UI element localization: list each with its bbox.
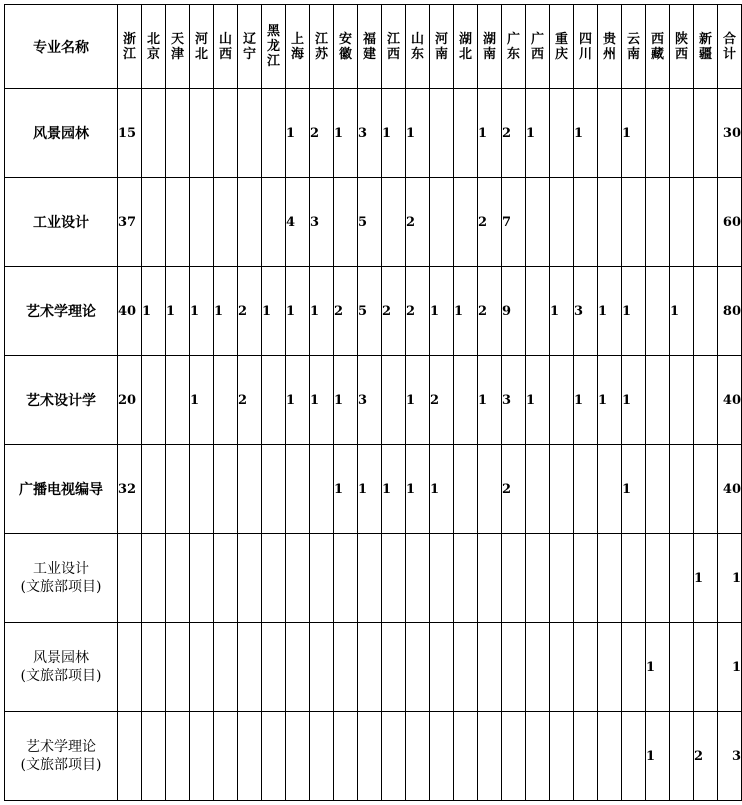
total-cell: 60 [718,178,742,267]
quota-cell [262,534,286,623]
major-name: 工业设计 [33,215,89,231]
table-row [5,623,742,712]
quota-cell [238,623,262,712]
quota-cell [142,445,166,534]
province-header [238,5,262,89]
quota-cell: 2 [430,356,454,445]
quota-cell [406,623,430,712]
quota-cell [502,534,526,623]
province-header-label: 云南 [626,31,640,62]
quota-cell: 1 [190,267,214,356]
province-header-label: 山西 [218,31,232,62]
province-header [166,5,190,89]
major-name: 风景园林 [33,126,89,142]
quota-cell [286,534,310,623]
quota-cell [190,89,214,178]
quota-cell [430,623,454,712]
province-header-label: 四川 [578,31,592,62]
quota-cell: 1 [526,89,550,178]
quota-cell [238,178,262,267]
quota-cell [598,623,622,712]
quota-cell [430,712,454,801]
quota-cell: 1 [550,267,574,356]
quota-cell: 2 [406,178,430,267]
quota-cell: 1 [406,356,430,445]
quota-cell [406,534,430,623]
quota-cell [550,445,574,534]
quota-cell: 1 [622,267,646,356]
total-cell: 80 [718,267,742,356]
quota-cell [574,712,598,801]
quota-cell [190,534,214,623]
quota-cell [190,445,214,534]
quota-cell [406,712,430,801]
province-header [430,5,454,89]
quota-cell: 1 [286,89,310,178]
province-header-label: 重庆 [554,31,568,62]
quota-cell [550,712,574,801]
province-header [118,5,142,89]
quota-cell: 2 [502,445,526,534]
total-header-label: 合计 [722,31,736,62]
quota-cell [670,89,694,178]
major-name: 艺术学理论 [26,739,96,755]
quota-cell [358,534,382,623]
quota-cell [454,89,478,178]
quota-cell [166,356,190,445]
quota-cell [262,445,286,534]
province-header [622,5,646,89]
province-header-label: 湖北 [458,31,472,62]
quota-cell [526,267,550,356]
quota-cell [694,356,718,445]
province-header [406,5,430,89]
province-header-label: 江苏 [314,31,328,62]
province-header [550,5,574,89]
quota-cell [694,89,718,178]
quota-cell: 1 [358,445,382,534]
province-header-label: 浙江 [122,31,136,62]
quota-cell: 1 [334,89,358,178]
table-row [5,178,742,267]
quota-cell: 1 [478,89,502,178]
major-name-cell [5,178,118,267]
quota-cell [358,712,382,801]
quota-cell [190,623,214,712]
province-header-label: 辽宁 [242,31,256,62]
quota-cell: 1 [454,267,478,356]
quota-cell: 2 [478,267,502,356]
quota-cell [430,89,454,178]
quota-cell [526,534,550,623]
quota-cell: 2 [478,178,502,267]
quota-cell [646,356,670,445]
quota-cell [310,534,334,623]
quota-cell [646,534,670,623]
province-header [382,5,406,89]
table-row [5,534,742,623]
quota-cell [502,623,526,712]
quota-cell [646,89,670,178]
quota-cell [142,534,166,623]
header-row [5,5,742,89]
quota-cell: 9 [502,267,526,356]
major-name-cell [5,356,118,445]
quota-cell [670,623,694,712]
major-name-cell [5,623,118,712]
quota-cell: 1 [622,445,646,534]
major-name: 艺术设计学 [26,393,96,409]
quota-cell [598,445,622,534]
province-header [358,5,382,89]
quota-cell [262,178,286,267]
province-header-label: 新疆 [698,31,712,62]
quota-cell [334,534,358,623]
quota-cell [166,445,190,534]
province-header-label: 北京 [146,31,160,62]
province-header [262,5,286,89]
province-header-label: 安徽 [338,31,352,62]
quota-cell [430,178,454,267]
quota-cell [382,623,406,712]
quota-cell [334,623,358,712]
total-cell: 1 [718,623,742,712]
quota-cell: 1 [262,267,286,356]
quota-cell [262,356,286,445]
quota-cell [670,445,694,534]
quota-cell [454,445,478,534]
quota-cell [694,623,718,712]
quota-cell [526,712,550,801]
quota-cell [646,267,670,356]
province-header [310,5,334,89]
quota-cell [286,623,310,712]
quota-cell: 37 [118,178,142,267]
major-name-cell [5,445,118,534]
quota-cell [622,178,646,267]
quota-cell: 2 [334,267,358,356]
quota-cell: 1 [526,356,550,445]
quota-cell [478,445,502,534]
quota-cell: 3 [574,267,598,356]
total-cell: 30 [718,89,742,178]
major-name: 艺术学理论 [26,304,96,320]
quota-cell [382,534,406,623]
quota-cell [166,89,190,178]
quota-cell [238,445,262,534]
quota-cell: 4 [286,178,310,267]
quota-cell [694,267,718,356]
quota-cell [166,534,190,623]
quota-cell [598,89,622,178]
province-header [454,5,478,89]
total-cell: 1 [718,534,742,623]
province-header [694,5,718,89]
quota-cell [454,356,478,445]
major-name-cell [5,534,118,623]
table-body [5,89,742,801]
major-name-cell [5,267,118,356]
quota-cell [670,178,694,267]
quota-cell [238,712,262,801]
quota-cell [382,178,406,267]
quota-cell: 40 [118,267,142,356]
quota-cell [310,712,334,801]
quota-cell [550,89,574,178]
quota-cell [478,712,502,801]
quota-cell: 1 [334,445,358,534]
quota-cell: 1 [646,623,670,712]
quota-cell [622,623,646,712]
major-name: 广播电视编导 [19,482,103,498]
quota-cell [238,534,262,623]
quota-cell: 1 [406,89,430,178]
quota-cell: 1 [598,356,622,445]
province-header [526,5,550,89]
quota-cell: 1 [622,356,646,445]
quota-cell [478,623,502,712]
quota-cell [550,356,574,445]
quota-cell [262,623,286,712]
quota-cell [142,712,166,801]
quota-cell [334,712,358,801]
quota-cell [358,623,382,712]
province-header-label: 河北 [194,31,208,62]
quota-cell [694,178,718,267]
quota-cell [214,356,238,445]
quota-cell: 1 [430,267,454,356]
quota-cell: 1 [574,89,598,178]
quota-cell: 2 [238,267,262,356]
province-header [286,5,310,89]
quota-cell [550,623,574,712]
quota-cell [646,178,670,267]
province-header-label: 福建 [362,31,376,62]
quota-cell [454,178,478,267]
quota-cell [118,534,142,623]
quota-cell [670,712,694,801]
quota-cell [310,623,334,712]
quota-cell [574,445,598,534]
province-header-label: 湖南 [482,31,496,62]
quota-cell [214,89,238,178]
quota-cell: 3 [502,356,526,445]
province-header-label: 广东 [506,31,520,62]
quota-cell [262,89,286,178]
quota-cell: 1 [646,712,670,801]
quota-cell: 1 [430,445,454,534]
quota-cell: 2 [382,267,406,356]
quota-cell: 1 [670,267,694,356]
enrollment-quota-table [4,4,742,801]
quota-cell [214,534,238,623]
province-header-label: 河南 [434,31,448,62]
province-header-label: 天津 [170,31,184,62]
table-row [5,445,742,534]
province-header [478,5,502,89]
quota-cell: 1 [574,356,598,445]
quota-cell: 3 [310,178,334,267]
quota-cell [118,712,142,801]
quota-cell [454,534,478,623]
quota-cell [598,178,622,267]
quota-cell: 1 [190,356,214,445]
table-row [5,89,742,178]
quota-cell [118,623,142,712]
quota-cell: 1 [478,356,502,445]
quota-cell [286,712,310,801]
quota-cell [646,445,670,534]
quota-cell [574,623,598,712]
quota-cell: 7 [502,178,526,267]
quota-cell: 1 [694,534,718,623]
quota-cell: 2 [502,89,526,178]
quota-cell [598,534,622,623]
quota-cell [430,534,454,623]
quota-cell [334,178,358,267]
quota-cell: 3 [358,356,382,445]
quota-cell [142,623,166,712]
quota-cell: 5 [358,178,382,267]
quota-cell: 1 [166,267,190,356]
quota-cell [214,712,238,801]
quota-cell [190,178,214,267]
quota-cell [454,712,478,801]
quota-cell: 2 [694,712,718,801]
quota-cell [142,178,166,267]
quota-cell [166,178,190,267]
quota-cell [142,89,166,178]
quota-cell [622,712,646,801]
quota-cell [238,89,262,178]
quota-cell: 1 [382,445,406,534]
quota-cell: 1 [142,267,166,356]
quota-cell: 1 [406,445,430,534]
quota-cell: 1 [334,356,358,445]
quota-cell [550,534,574,623]
quota-cell [502,712,526,801]
major-name-cell [5,89,118,178]
quota-cell: 1 [598,267,622,356]
quota-cell [670,356,694,445]
major-note: (文旅部项目) [20,668,102,684]
province-header [574,5,598,89]
total-header [718,5,742,89]
major-name: 风景园林 [33,650,89,666]
quota-cell [166,623,190,712]
province-header-label: 山东 [410,31,424,62]
total-cell: 3 [718,712,742,801]
quota-cell: 1 [214,267,238,356]
quota-cell [214,178,238,267]
table-row [5,356,742,445]
quota-cell: 5 [358,267,382,356]
major-name: 工业设计 [33,561,89,577]
quota-cell: 1 [310,356,334,445]
major-note: (文旅部项目) [20,757,102,773]
quota-cell: 3 [358,89,382,178]
quota-cell [142,356,166,445]
province-header-label: 西藏 [650,31,664,62]
quota-cell: 1 [286,356,310,445]
quota-cell [598,712,622,801]
province-header-label: 贵州 [602,31,616,62]
major-name-header: 专业名称 [5,5,118,89]
quota-cell [574,178,598,267]
quota-cell: 2 [406,267,430,356]
quota-cell [670,534,694,623]
quota-cell: 1 [622,89,646,178]
quota-cell [310,445,334,534]
quota-cell [526,178,550,267]
table-row [5,712,742,801]
province-header [142,5,166,89]
quota-cell: 32 [118,445,142,534]
province-header [190,5,214,89]
major-name-cell [5,712,118,801]
quota-cell [622,534,646,623]
quota-cell [382,712,406,801]
total-cell: 40 [718,445,742,534]
quota-cell [550,178,574,267]
quota-cell [286,445,310,534]
quota-cell [214,445,238,534]
province-header-label: 上海 [290,31,304,62]
province-header [334,5,358,89]
quota-cell [574,534,598,623]
quota-cell: 2 [238,356,262,445]
total-cell: 40 [718,356,742,445]
province-header-label: 陕西 [674,31,688,62]
province-header [214,5,238,89]
table-row [5,267,742,356]
province-header [646,5,670,89]
quota-cell [214,623,238,712]
quota-cell: 2 [310,89,334,178]
quota-cell [526,445,550,534]
quota-cell [190,712,214,801]
province-header-label: 江西 [386,31,400,62]
quota-cell [526,623,550,712]
quota-cell: 1 [310,267,334,356]
major-note: (文旅部项目) [20,579,102,595]
quota-cell [694,445,718,534]
province-header-label: 广西 [530,31,544,62]
quota-cell: 1 [286,267,310,356]
quota-cell: 1 [382,89,406,178]
quota-cell [478,534,502,623]
quota-cell: 20 [118,356,142,445]
quota-cell [454,623,478,712]
quota-cell: 15 [118,89,142,178]
province-header [670,5,694,89]
quota-cell [166,712,190,801]
province-header-label: 黑龙江 [266,24,280,69]
province-header [502,5,526,89]
province-header [598,5,622,89]
quota-cell [382,356,406,445]
quota-cell [262,712,286,801]
